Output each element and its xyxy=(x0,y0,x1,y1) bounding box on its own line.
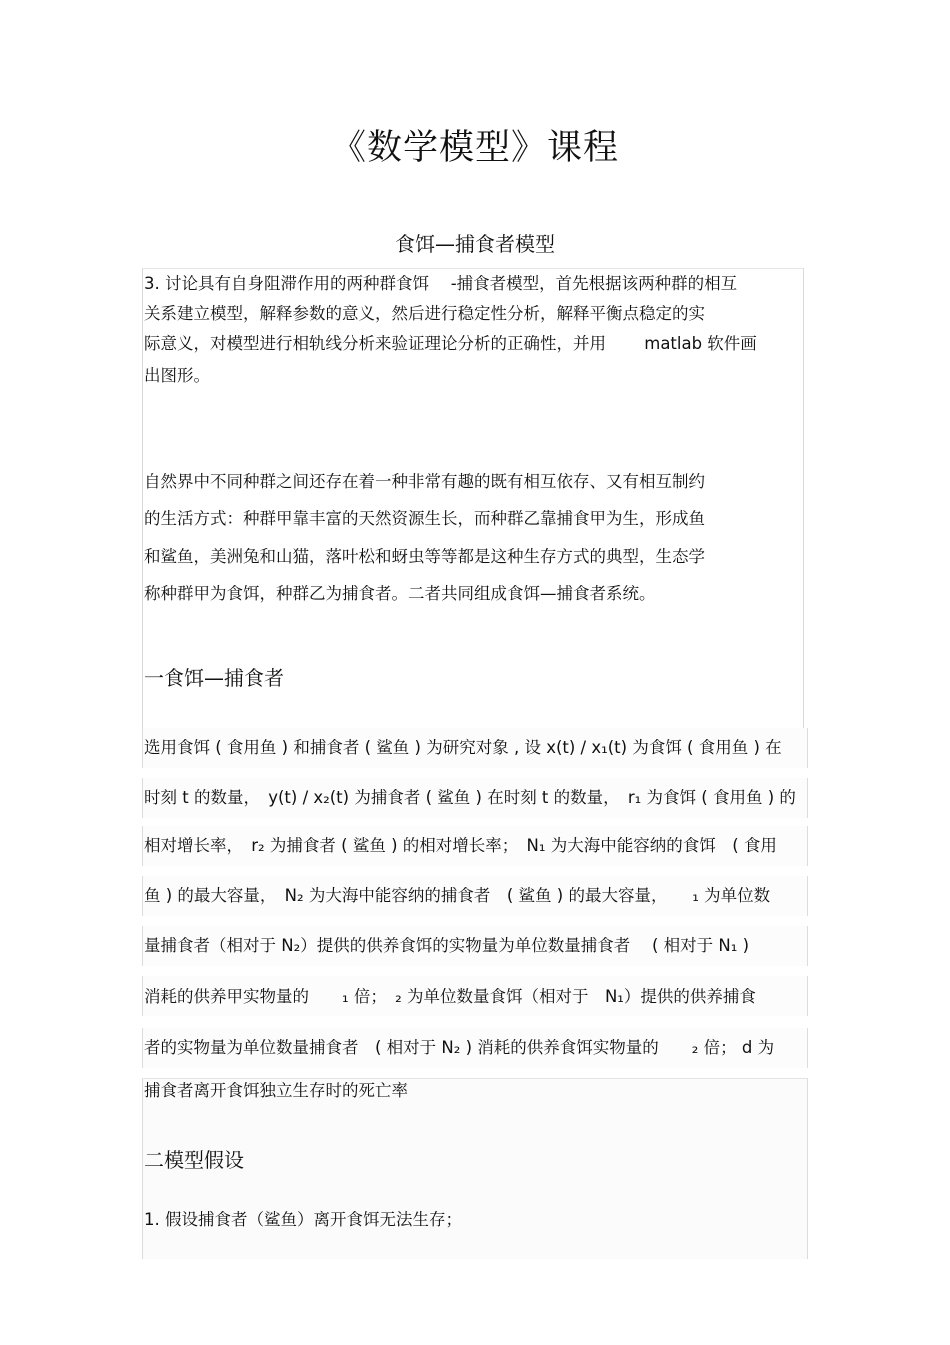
section-heading: 二模型假设 xyxy=(144,1148,244,1172)
body-line: 相对增长率， r₂ 为捕食者 ( 鲨鱼 ) 的相对增长率； N₁ 为大海中能容纳的食饵 ( 食用 xyxy=(144,836,777,855)
question-line: 关系建立模型，解释参数的意义，然后进行稳定性分析，解释平衡点稳定的实 xyxy=(144,304,705,323)
intro-line: 称种群甲为食饵，种群乙为捕食者。二者共同组成食饵—捕食者系统。 xyxy=(144,584,656,603)
section-heading: 一食饵—捕食者 xyxy=(144,666,284,690)
intro-line: 自然界中不同种群之间还存在着一种非常有趣的既有相互依存、又有相互制约 xyxy=(144,472,705,491)
question-line: 出图形。 xyxy=(144,366,210,385)
intro-line: 和鲨鱼，美洲兔和山猫，落叶松和蚜虫等等都是这种生存方式的典型，生态学 xyxy=(144,547,705,566)
document-subtitle: 食饵—捕食者模型 xyxy=(395,232,555,256)
body-line: 鱼 ) 的最大容量， N₂ 为大海中能容纳的捕食者 ( 鲨鱼 ) 的最大容量， ₁ 为单位数 xyxy=(144,886,771,905)
body-line: 量捕食者（相对于 N₂）提供的供养食饵的实物量为单位数量捕食者 ( 相对于 N₁ ) xyxy=(144,936,750,955)
body-line: 选用食饵 ( 食用鱼 ) 和捕食者 ( 鲨鱼 ) 为研究对象 , 设 x(t) / x₁(t) 为食饵 ( 食用鱼 ) 在 xyxy=(144,738,782,757)
body-line: 1. 假设捕食者（鲨鱼）离开食饵无法生存； xyxy=(144,1210,462,1229)
question-line: 3. 讨论具有自身阻滞作用的两种群食饵 -捕食者模型，首先根据该两种群的相互 xyxy=(144,274,738,293)
intro-line: 的生活方式：种群甲靠丰富的天然资源生长，而种群乙靠捕食甲为生，形成鱼 xyxy=(144,509,705,528)
body-line: 时刻 t 的数量， y(t) / x₂(t) 为捕食者 ( 鲨鱼 ) 在时刻 t 的数量， r₁ 为食饵 ( 食用鱼 ) 的 xyxy=(144,788,796,807)
body-line: 者的实物量为单位数量捕食者 ( 相对于 N₂ ) 消耗的供养食饵实物量的 ₂ 倍； d 为 xyxy=(144,1038,775,1057)
body-line: 捕食者离开食饵独立生存时的死亡率 xyxy=(144,1081,408,1100)
question-line: 际意义，对模型进行相轨线分析来验证理论分析的正确性，并用 matlab 软件画 xyxy=(144,334,757,353)
body-line: 消耗的供养甲实物量的 ₁ 倍； ₂ 为单位数量食饵（相对于 N₁）提供的供养捕食 xyxy=(144,987,756,1006)
document-title: 《数学模型》课程 xyxy=(330,128,619,168)
